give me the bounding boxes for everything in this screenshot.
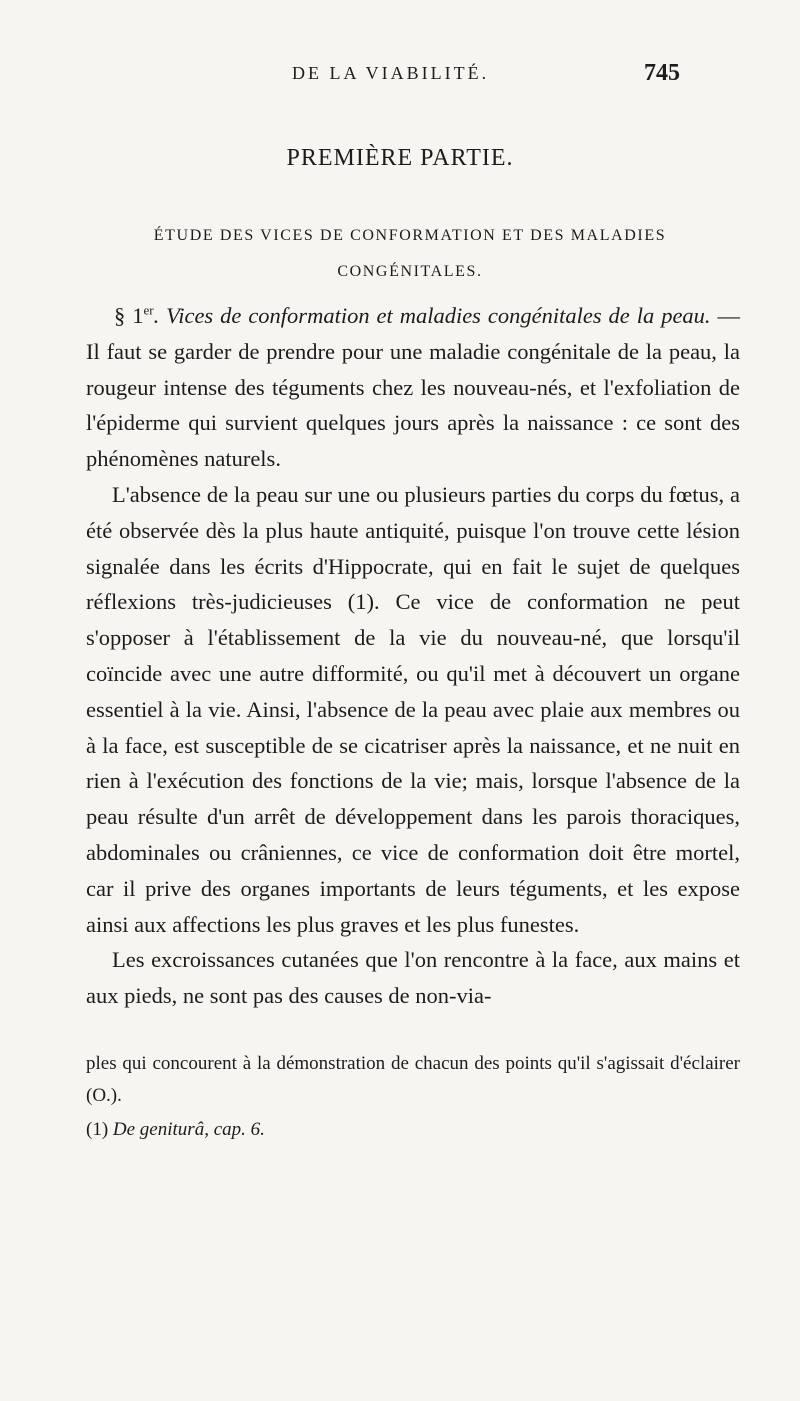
paragraph-1-text: — Il faut se garder de prendre pour une maladie congénitale de la peau, la rougeur intense des téguments chez les nouveau-nés, et l'exfoliation de l'épiderme qui survient quelques jours après la naissance : ce sont des phénomènes naturels.: [86, 303, 741, 472]
paragraph-2: L'absence de la peau sur une ou plusieurs parties du corps du fœtus, a été observée dès la plus haute antiquité, puisque l'on trouve cette lésion signalée dans les écrits d'Hippocrate, qui en fait le sujet de quelques réflexions très-judicieuses (1). Ce vice de conformation ne peut s'opposer à l'établissement de la vie du nouveau-né, que lorsqu'il coïncide avec une autre difformité, ou qu'il met à découvert un organe essentiel à la vie. Ainsi, l'absence de la peau avec plaie aux membres ou à la face, est susceptible de se cicatriser après la naissance, et ne nuit en rien à l'exécution des fonctions de la vie; mais, lorsque l'absence de la peau résulte d'un arrêt de développement dans les parois thoraciques, abdominales ou crâniennes, ce vice de conformation doit être mortel, car il prive des organes importants de leurs téguments, et les expose ainsi aux affections les plus graves et les plus funestes.: [86, 481, 740, 937]
footnote-1: [86, 1114, 740, 1146]
paragraph-heading: . Vices de conformation et maladies congénitales de la peau.: [153, 303, 711, 328]
page-number: 745: [644, 60, 680, 86]
section-mark-superscript: er: [143, 302, 154, 318]
footnote-1-text: De geniturâ, cap. 6.: [112, 1119, 265, 1140]
paragraph-3: Les excroissances cutanées que l'on rencontre à la face, aux mains et aux pieds, ne sont pas des causes de non-via-: [86, 947, 740, 1009]
footnote-continuation: ples qui concourent à la démonstration de chacun des points qu'il s'agissait d'éclairer (O.).: [86, 1053, 740, 1106]
footnotes: [86, 1048, 740, 1146]
footnote-1-number: (1): [86, 1119, 113, 1140]
running-title: DE LA VIABILITÉ.: [292, 63, 490, 83]
paragraph-1: [86, 298, 740, 477]
body-text: [86, 298, 740, 1014]
running-head: [0, 60, 800, 90]
section-mark: § 1: [114, 303, 144, 328]
section-heading: ÉTUDE DES VICES DE CONFORMATION ET DES MALADIES CONGÉNITALES.: [153, 227, 667, 280]
part-title: PREMIÈRE PARTIE.: [286, 145, 514, 171]
